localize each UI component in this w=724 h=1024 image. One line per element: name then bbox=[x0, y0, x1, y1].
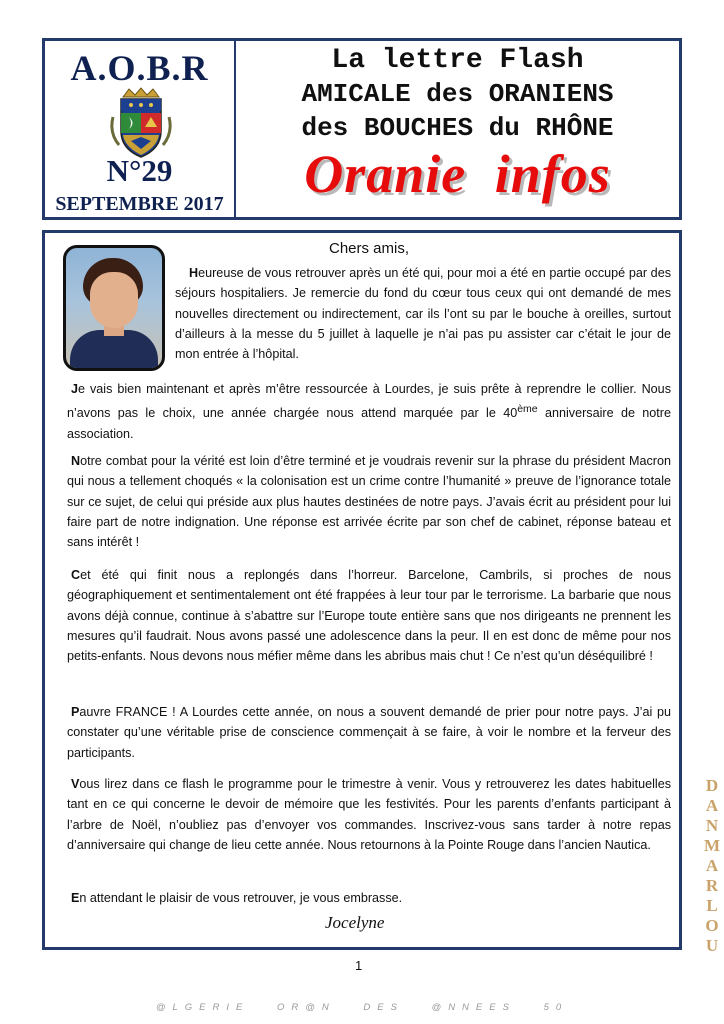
paragraph-text: et été qui finit nous a replongés dans l’horreur. Barcelone, Cambrils, si proches de nous géographiquement et sentimentalement ont été frappées à leur tour par le terrorisme. La barbarie que nous avons déjà connue, continue à s’abattre sur l’Europe toute entière sans que nos dirigeants ne prennent les mesures qu’il faudrait. Nous avons passé une adolescence dans la peur. Il en est donc de même pour nos petits-enfants. Nous devons nous méfier même dans les abribus mais chut ! Ce n’est qu’un déséquilibré ! bbox=[67, 568, 671, 664]
header-title-line3: des BOUCHES du RHÔNE bbox=[301, 113, 614, 143]
paragraph-text: n attendant le plaisir de vous retrouver, je vous embrasse. bbox=[79, 891, 403, 905]
paragraph-text: otre combat pour la vérité est loin d’être terminé et je voudrais revenir sur la phrase du président Macron qui nous a tellement choqués « la colonisation est un crime contre l’humanité » preuve de l’ignorance totale sur ce sujet, de celui qui préside aux plus hautes destinées de notre pays. J’avais écrit au président pour lui faire part de notre indignation. Une réponse est arrivée écrite par son chef de cabinet, réponse bateau et sans intérêt ! bbox=[67, 454, 671, 550]
paragraph-lead-letter: C bbox=[71, 568, 81, 582]
newsletter-brand-title: Oranie infos bbox=[304, 144, 611, 204]
side-text-letter: M bbox=[703, 836, 721, 855]
header-title-line1: La lettre Flash bbox=[331, 45, 584, 76]
paragraph-text-cont: anniversaire de notre association. bbox=[67, 406, 672, 441]
letter-paragraph-5 bbox=[67, 702, 671, 763]
side-text-letter: O bbox=[705, 916, 719, 935]
header-left-panel bbox=[45, 41, 236, 217]
side-text-letter: N bbox=[705, 816, 719, 835]
paragraph-lead-letter: J bbox=[71, 382, 79, 396]
paragraph-lead-letter: P bbox=[71, 705, 80, 719]
paragraph-text: ous lirez dans ce flash le programme pour le trimestre à venir. Vous y retrouverez les dates habituelles tant en ce qui concerne le devoir de mémoire que les festivités. Pour les parents d’enfants participant à l’arbre de Noël, n’oubliez pas d’envoyer vos commandes. Inscrivez-vous sans tarder à notre repas d’anniversaire qui change de lieu cette année. Nous retournons à la Pointe Rouge dans l’ancien Nautica. bbox=[67, 777, 671, 852]
side-text-letter: A bbox=[705, 796, 719, 815]
paragraph-text: auvre FRANCE ! A Lourdes cette année, on nous a souvent demandé de prier pour notre pays. J’ai pu constater qu’une véritable prise de conscience commençait à se faire, à voir le nombre et la ferveur des participants. bbox=[67, 705, 671, 760]
paragraph-lead-letter: H bbox=[189, 266, 199, 280]
paragraph-lead-letter: V bbox=[71, 777, 80, 791]
photo-face bbox=[90, 272, 138, 328]
letter-box bbox=[42, 230, 682, 950]
author-photo bbox=[63, 245, 165, 371]
side-vertical-text bbox=[702, 776, 722, 956]
superscript-ordinal: ème bbox=[517, 403, 538, 416]
newsletter-header bbox=[42, 38, 682, 220]
letter-paragraph-3 bbox=[67, 451, 671, 552]
issue-date: SEPTEMBRE 2017 bbox=[55, 193, 224, 215]
letter-paragraph-7 bbox=[67, 888, 671, 908]
side-text-letter: R bbox=[705, 876, 719, 895]
page-number: 1 bbox=[355, 958, 363, 973]
photo-shirt bbox=[70, 330, 158, 370]
issue-number: N°29 bbox=[106, 153, 173, 188]
letter-paragraph-4 bbox=[67, 565, 671, 666]
side-text-letter: D bbox=[705, 776, 719, 795]
letter-paragraph-2 bbox=[67, 379, 671, 444]
side-text-letter: L bbox=[706, 896, 718, 915]
org-acronym: A.O.B.R bbox=[70, 48, 209, 88]
side-text-letter: A bbox=[705, 856, 719, 875]
letter-paragraph-6 bbox=[67, 774, 671, 855]
paragraph-text: e vais bien maintenant et après m’être ressourcée à Lourdes, je suis prête à reprendre le collier. Nous n’avons pas le choix, une année chargée nous attend marquée par le 40 bbox=[67, 382, 671, 421]
header-title-line2: AMICALE des ORANIENS bbox=[301, 79, 614, 109]
letter-signature: Jocelyne bbox=[325, 913, 385, 932]
header-title-panel bbox=[236, 41, 679, 217]
paragraph-text: eureuse de vous retrouver après un été qui, pour moi a été en partie occupé par des séjours hospitaliers. Je remercie du fond du cœur tous ceux qui ont demandé de mes nouvelles directement ou indirectement, car ils l’ont su par le bouche à oreilles, surtout d’ailleurs à la messe du 5 juillet à laquelle je n’ai pas pu assister car c’était le jour de mon entrée à l’hôpital. bbox=[175, 266, 671, 362]
letter-paragraph-1 bbox=[175, 263, 671, 364]
paragraph-lead-letter: E bbox=[71, 891, 80, 905]
oran-coat-of-arms-icon bbox=[109, 87, 173, 159]
side-text-letter: U bbox=[705, 936, 719, 955]
letter-salutation: Chers amis, bbox=[329, 240, 410, 257]
paragraph-lead-letter: N bbox=[71, 454, 81, 468]
footer-watermark: @LGERIE OR@N DES @NNEES 50 bbox=[155, 1002, 569, 1013]
